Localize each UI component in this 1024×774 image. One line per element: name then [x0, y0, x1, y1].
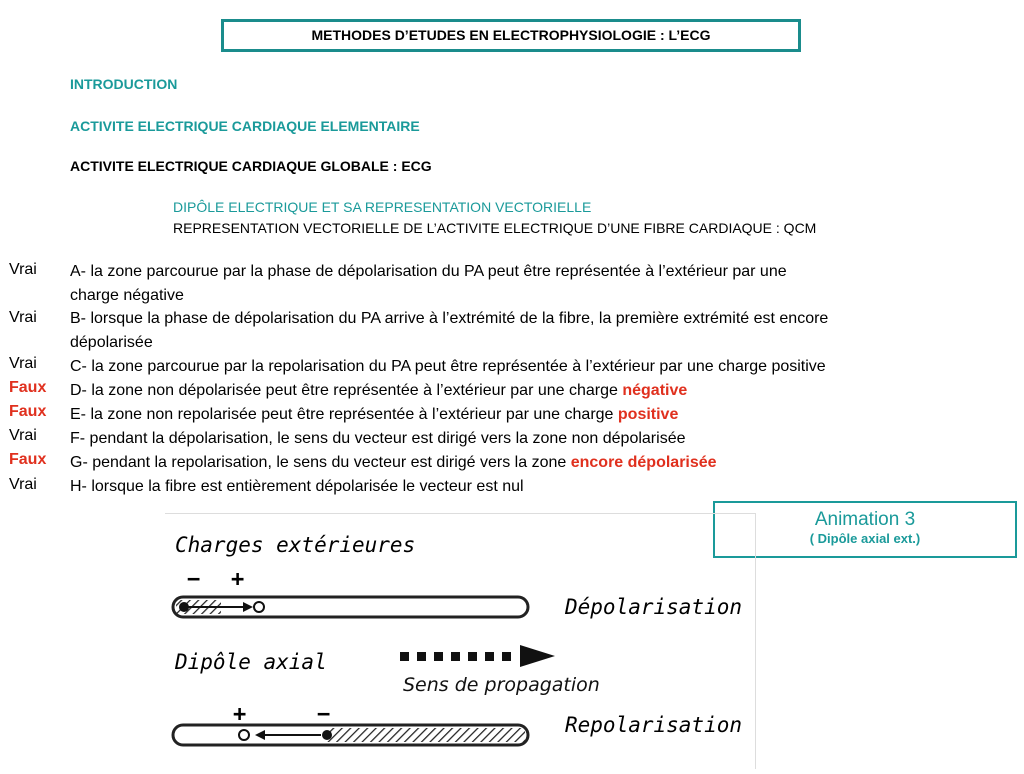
- depol-label: Dépolarisation: [565, 595, 743, 619]
- question-b: [70, 307, 1020, 355]
- outline-qcm: REPRESENTATION VECTORIELLE DE L’ACTIVITE ELECTRIQUE D’UNE FIBRE CARDIAQUE : QCM: [173, 220, 817, 236]
- answer-g: Faux: [9, 451, 47, 468]
- depol-positive-pole: [254, 602, 264, 612]
- depol-minus-sign: −: [187, 567, 201, 592]
- question-a: [70, 260, 1020, 308]
- question-e-text: E- la zone non repolarisée peut être représentée à l’extérieur par une charge: [70, 406, 618, 423]
- propagation-arrow: [400, 645, 555, 667]
- repol-negative-pole: [322, 730, 332, 740]
- question-f: F- pendant la dépolarisation, le sens du vecteur est dirigé vers la zone non dépolarisée: [70, 430, 686, 447]
- question-c: C- la zone parcourue par la repolarisation du PA peut être représentée à l’extérieur par une charge positive: [70, 358, 826, 375]
- question-d: [70, 379, 1020, 403]
- question-d-highlight: négative: [622, 382, 688, 399]
- question-e: [70, 403, 1020, 427]
- repol-plus-sign: +: [233, 702, 247, 727]
- answer-b: Vrai: [9, 309, 37, 326]
- dipole-label: Dipôle axial: [175, 650, 327, 674]
- outline-dipole: DIPÔLE ELECTRIQUE ET SA REPRESENTATION VECTORIELLE: [173, 199, 592, 215]
- animation-subtitle: ( Dipôle axial ext.): [809, 531, 921, 546]
- dipole-figure-svg: [165, 514, 755, 769]
- question-a-line2: charge négative: [70, 287, 184, 304]
- depol-plus-sign: +: [231, 567, 245, 592]
- answer-e: Faux: [9, 403, 47, 420]
- answer-d: Faux: [9, 379, 47, 396]
- question-b-line1: B- lorsque la phase de dépolarisation du PA arrive à l’extrémité de la fibre, la première extrémité est encore: [70, 310, 829, 327]
- question-e-highlight: positive: [617, 406, 679, 423]
- depol-vector-head: [243, 602, 253, 612]
- answer-h: Vrai: [9, 476, 37, 493]
- question-g: [70, 451, 1020, 475]
- repol-minus-sign: −: [317, 702, 331, 727]
- outline-elementary-activity: ACTIVITE ELECTRIQUE CARDIAQUE ELEMENTAIRE: [70, 118, 420, 134]
- question-g-highlight: encore dépolarisée: [570, 454, 717, 471]
- propagation-label: Sens de propagation: [403, 674, 600, 696]
- answer-c: Vrai: [9, 355, 37, 372]
- animation-title: Animation 3: [814, 509, 916, 530]
- question-a-line1: A- la zone parcourue par la phase de dépolarisation du PA peut être représentée à l’extérieur par une: [70, 263, 787, 280]
- answer-f: Vrai: [9, 427, 37, 444]
- question-b-line2: dépolarisée: [70, 334, 153, 351]
- answer-a: Vrai: [9, 261, 37, 278]
- outline-global-activity: ACTIVITE ELECTRIQUE CARDIAQUE GLOBALE : ECG: [70, 158, 432, 174]
- charges-label: Charges extérieures: [175, 533, 416, 557]
- outline-introduction: INTRODUCTION: [70, 76, 178, 92]
- dipole-figure: [165, 513, 756, 769]
- repol-hatched-zone: [327, 728, 525, 742]
- question-d-text: D- la zone non dépolarisée peut être représentée à l’extérieur par une charge: [70, 382, 623, 399]
- repol-label: Repolarisation: [565, 713, 743, 737]
- question-h: H- lorsque la fibre est entièrement dépolarisée le vecteur est nul: [70, 478, 524, 495]
- repol-vector-head: [255, 730, 265, 740]
- repol-positive-pole: [239, 730, 249, 740]
- animation-link-box[interactable]: [713, 501, 1017, 558]
- slide-title: METHODES D’ETUDES EN ELECTROPHYSIOLOGIE : L’ECG: [221, 19, 801, 52]
- question-g-text: G- pendant la repolarisation, le sens du vecteur est dirigé vers la zone: [70, 454, 571, 471]
